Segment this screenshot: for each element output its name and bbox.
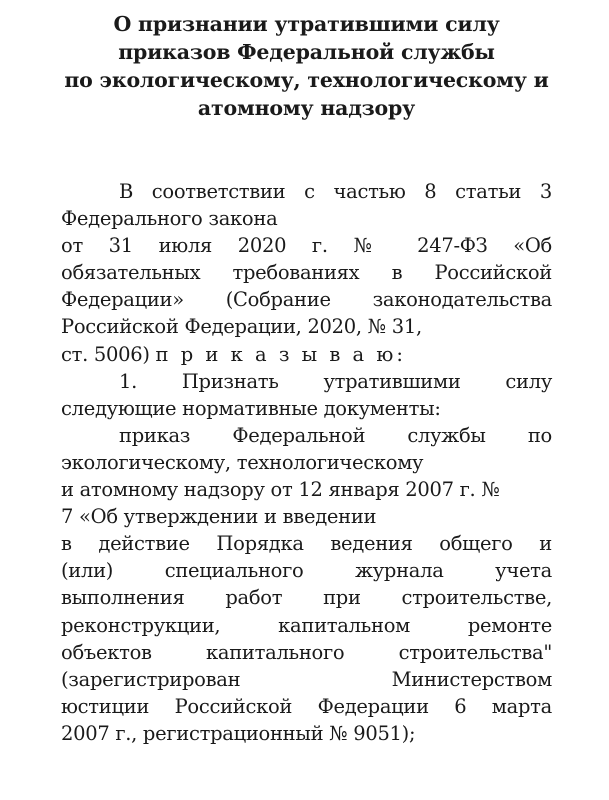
body-line — [61, 341, 552, 368]
document-page — [61, 0, 552, 745]
body-line: В соответствии с частью 8 статьи 3 — [119, 180, 552, 203]
title-line: О признании утратившими силу — [113, 12, 500, 36]
body-line: в действие Порядка ведения общего и — [61, 532, 552, 556]
citation-end: ст. 5006) — [61, 342, 150, 366]
document-body — [61, 178, 552, 747]
body-line: объектов капитального строительства" — [61, 640, 552, 664]
body-line: (или) специального журнала учета — [61, 559, 552, 583]
title-line: приказов Федеральной службы — [118, 40, 495, 64]
body-line: 7 «Об утверждении и введении — [61, 505, 377, 529]
body-line: Федерального закона — [61, 207, 278, 231]
body-line: юстиции Российской Федерации 6 марта — [61, 694, 552, 718]
title-line: по экологическому, технологическому и — [64, 68, 549, 92]
paragraph-item-1 — [61, 368, 552, 422]
body-line: следующие нормативные документы: — [61, 396, 441, 420]
body-line: (зарегистрирован Министерством — [61, 667, 552, 691]
body-line: приказ Федеральной службы по — [119, 423, 552, 447]
paragraph-revoked-order — [61, 422, 552, 747]
paragraph-preamble — [61, 178, 552, 368]
body-line: и атомному надзору от 12 января 2007 г. № — [61, 478, 500, 502]
body-line: выполнения работ при строительстве, — [61, 586, 552, 610]
body-line: от 31 июля 2020 г. № 247-ФЗ «Об — [61, 234, 552, 258]
body-line: Федерации» (Собрание законодательства — [61, 288, 552, 312]
document-title — [61, 10, 552, 122]
body-line: экологическому, технологическому — [61, 450, 424, 474]
body-line: Российской Федерации, 2020, № 31, — [61, 315, 422, 339]
body-line: 2007 г., регистрационный № 9051); — [61, 721, 416, 745]
body-line: реконструкции, капитальном ремонте — [61, 613, 552, 637]
title-line: атомному надзору — [197, 96, 416, 120]
body-line: 1. Признать утратившими силу — [119, 369, 552, 393]
body-line: обязательных требованиях в Российской — [61, 261, 552, 285]
order-word: п р и к а з ы в а ю: — [155, 342, 406, 366]
